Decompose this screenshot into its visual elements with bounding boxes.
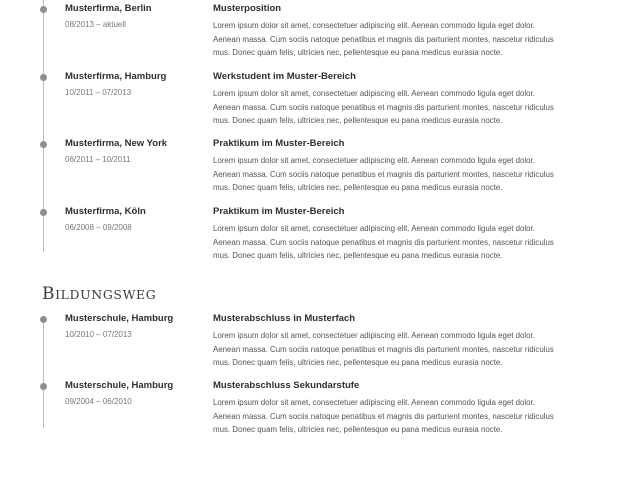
description-line: mus. Donec quam felis, ultricies nec, pellentesque eu pana medicus eurasia nocte.: [213, 251, 503, 261]
description-line: Lorem ipsum dolor sit amet, consectetuer adipiscing elit. Aenean commodo ligula eget dolor.: [213, 21, 535, 30]
description-line: mus. Donec quam felis, ultricies nec, pellentesque eu pana medicus eurasia nocte.: [213, 48, 503, 58]
school-name: Musterschule, Hamburg: [65, 380, 174, 391]
description-line: mus. Donec quam felis, ultricies nec, pellentesque eu pana medicus eurasia nocte.: [213, 116, 503, 126]
education-timeline-line: [43, 316, 44, 428]
school-name: Musterschule, Hamburg: [65, 313, 174, 324]
employer-name: Musterfirma, Berlin: [65, 3, 152, 14]
description-line: Aenean massa. Cum sociis natoque penatibus et magnis dis parturient montes, nascetur ridiculus: [213, 102, 554, 112]
job-title: Praktikum im Muster-Bereich: [213, 138, 345, 149]
description-line: Lorem ipsum dolor sit amet, consectetuer adipiscing elit. Aenean commodo ligula eget dolor.: [213, 224, 535, 233]
description-line: Aenean massa. Cum sociis natoque penatibus et magnis dis parturient montes, nascetur ridiculus: [213, 34, 554, 44]
degree-title: Musterabschluss in Musterfach: [213, 313, 356, 324]
employment-period: 06/2008 – 09/2008: [65, 223, 132, 232]
employer-name: Musterfirma, New York: [65, 138, 168, 149]
heading-initial: B: [42, 284, 56, 304]
job-description: [213, 19, 601, 60]
description-line: Lorem ipsum dolor sit amet, consectetuer adipiscing elit. Aenean commodo ligula eget dolor.: [213, 331, 535, 340]
employer-name: Musterfirma, Köln: [65, 206, 146, 217]
job-description: [213, 87, 601, 128]
education-period: 09/2004 – 06/2010: [65, 397, 132, 406]
education-description: [213, 396, 601, 437]
employment-period: 06/2011 – 10/2011: [65, 155, 131, 164]
job-description: [213, 154, 601, 195]
job-title: Werkstudent im Muster-Bereich: [213, 71, 356, 82]
section-heading-education: [42, 284, 156, 304]
description-line: mus. Donec quam felis, ultricies nec, pellentesque eu pana medicus eurasia nocte.: [213, 183, 503, 193]
job-title: Praktikum im Muster-Bereich: [213, 206, 345, 217]
timeline-dot: [40, 141, 47, 148]
description-line: mus. Donec quam felis, ultricies nec, pellentesque eu pana medicus eurasia nocte.: [213, 358, 503, 368]
education-description: [213, 329, 601, 370]
timeline-dot: [40, 209, 47, 216]
timeline-dot: [40, 6, 47, 13]
heading-rest: ILDUNGSWEG: [55, 287, 157, 302]
description-line: Aenean massa. Cum sociis natoque penatibus et magnis dis parturient montes, nascetur ridiculus: [213, 344, 554, 354]
description-line: Aenean massa. Cum sociis natoque penatibus et magnis dis parturient montes, nascetur ridiculus: [213, 237, 554, 247]
job-description: [213, 222, 601, 263]
description-line: Lorem ipsum dolor sit amet, consectetuer adipiscing elit. Aenean commodo ligula eget dolor.: [213, 398, 535, 407]
timeline-dot: [40, 383, 47, 390]
employment-period: 10/2011 – 07/2013: [65, 88, 132, 97]
description-line: Lorem ipsum dolor sit amet, consectetuer adipiscing elit. Aenean commodo ligula eget dolor.: [213, 89, 535, 98]
description-line: Lorem ipsum dolor sit amet, consectetuer adipiscing elit. Aenean commodo ligula eget dolor.: [213, 156, 535, 165]
education-period: 10/2010 – 07/2013: [65, 330, 132, 339]
degree-title: Musterabschluss Sekundarstufe: [213, 380, 360, 391]
timeline-dot: [40, 316, 47, 323]
description-line: Aenean massa. Cum sociis natoque penatibus et magnis dis parturient montes, nascetur ridiculus: [213, 411, 554, 421]
job-title: Musterposition: [213, 3, 282, 14]
description-line: mus. Donec quam felis, ultricies nec, pellentesque eu pana medicus eurasia nocte.: [213, 425, 503, 435]
timeline-dot: [40, 74, 47, 81]
employment-period: 08/2013 – aktuell: [65, 20, 126, 29]
description-line: Aenean massa. Cum sociis natoque penatibus et magnis dis parturient montes, nascetur ridiculus: [213, 169, 554, 179]
employer-name: Musterfirma, Hamburg: [65, 71, 167, 82]
